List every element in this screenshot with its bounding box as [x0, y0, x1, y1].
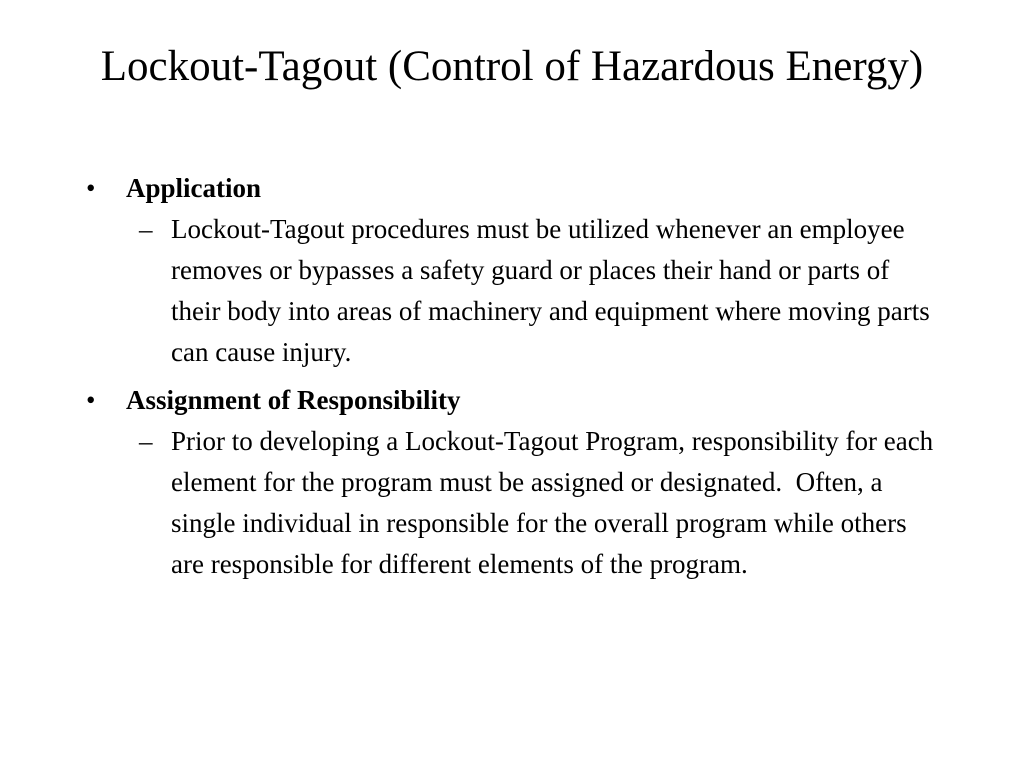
bullet-marker-icon: • [86, 385, 96, 415]
bullet-application [86, 168, 966, 209]
dash-marker-icon: – [139, 214, 153, 244]
bullet-heading: Assignment of Responsibility [126, 385, 461, 415]
bullet-heading: Application [126, 173, 262, 203]
sub-bullet-text: Prior to developing a Lockout-Tagout Program, responsibility for each element for the program must be assigned or designated. Often, a single individual in responsible for the overall program while others are responsible for different elements of the program. [171, 426, 940, 579]
bullet-assignment-of-responsibility [86, 380, 966, 421]
sub-bullet-text: Lockout-Tagout procedures must be utilized whenever an employee removes or bypasses a safety guard or places their hand or parts of their body into areas of machinery and equipment where moving parts can cause injury. [171, 214, 930, 367]
sub-bullet-assignment-of-responsibility [139, 421, 966, 585]
bullet-marker-icon: • [86, 173, 96, 203]
sub-bullet-application [139, 209, 966, 373]
slide-title: Lockout-Tagout (Control of Hazardous Energy) [100, 43, 924, 90]
dash-marker-icon: – [139, 426, 153, 456]
slide-content [86, 168, 966, 585]
